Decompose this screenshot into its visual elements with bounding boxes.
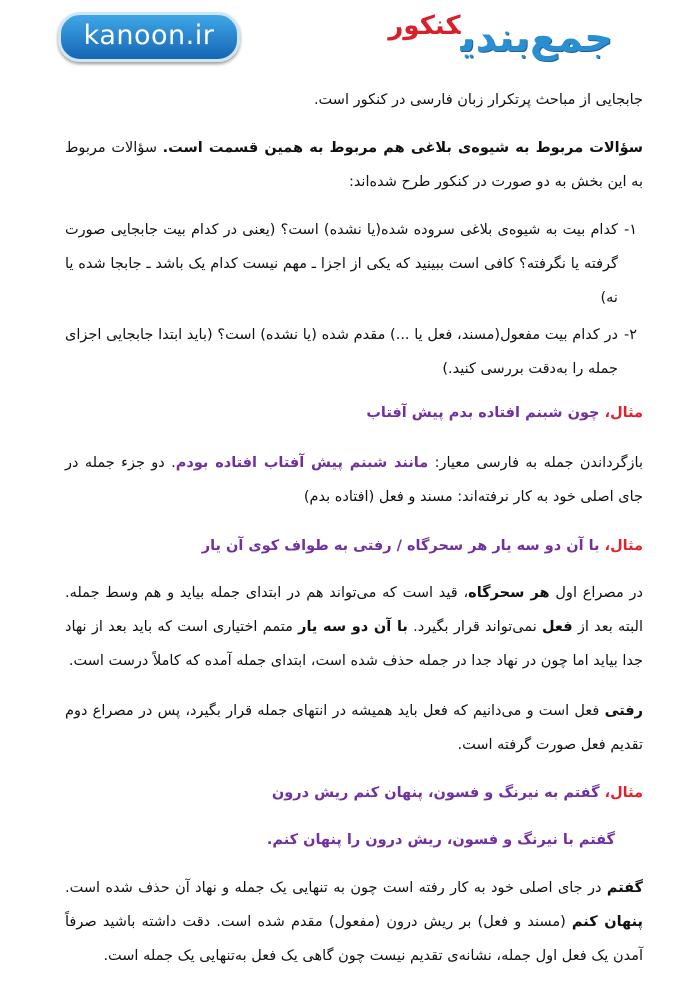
example-1-explanation: [65, 446, 643, 514]
intro-paragraph: جابجایی از مباحث پرتکرار زبان فارسی در کنکور است.: [313, 92, 643, 108]
example-1: [65, 396, 643, 430]
text: نمی‌تواند قرار بگیرد.: [407, 619, 542, 635]
example-3-explanation: [65, 871, 643, 973]
bold-text: گفتم: [606, 880, 643, 896]
list-number: ۲-: [623, 327, 637, 343]
list-text: کدام بیت به شیوه‌ی بلاغی سروده شده(یا نشده) است؟ (یعنی در کدام بیت جابجایی صورت گرفته یا نگرفته؟ کافی است ببینید که یکی از اجزا ـ مهم نیست کدام یک باشد ـ جابجا شده یا نه): [65, 222, 618, 306]
list-item: [65, 318, 637, 386]
example-label: مثال،: [604, 538, 643, 554]
jambandi-konkur-logo: [388, 8, 613, 68]
text: سؤالات مربوط به این بخش به دو صورت در کنکور طرح شده‌اند:: [65, 140, 643, 190]
bold-text: هر سحرگاه: [468, 585, 550, 601]
logo-main-text: جمع‌بندی: [460, 15, 613, 61]
text: . دو جزء جمله در جای اصلی خود به کار نرفته‌اند: مسند و فعل (افتاده بدم): [65, 455, 643, 505]
example-2: [65, 529, 643, 563]
questions-paragraph: [65, 131, 643, 199]
example-label: مثال،: [604, 785, 643, 801]
bold-text: پنهان کنم: [571, 914, 643, 930]
kanoon-logo: kanoon.ir: [58, 12, 240, 62]
verb-paragraph: [65, 694, 643, 762]
bold-text: فعل: [541, 619, 573, 635]
text: فعل است و می‌دانیم که فعل باید همیشه در انتهای جمله قرار بگیرد، پس در مصراع دوم تقدیم فعل صورت گرفته است.: [65, 703, 643, 753]
text: (مسند و فعل) بر ریش درون (مفعول) مقدم شده است. دقت داشته باشید صرفاً آمدن یک فعل اول جمله، نشانه‌ی تقدیم نیست چون گاهی یک فعل به‌تنهایی یک جمله است.: [65, 914, 643, 964]
example-3: [65, 776, 643, 810]
bold-text: رفتی: [604, 703, 643, 719]
text: در جای اصلی خود به کار رفته است چون به تنهایی یک جمله و نهاد آن حذف شده است.: [65, 880, 607, 896]
highlight-text: مانند شبنم پیش آفتاب افتاده بودم: [175, 455, 429, 471]
text: بازگرداندن جمله به فارسی معیار:: [428, 455, 644, 471]
example-text: گفتم به نیرنگ و فسون، پنهان کنم ریش درون: [271, 785, 605, 801]
example-text: با آن دو سه یار هر سحرگاه / رفتی به طواف کوی آن یار: [201, 538, 605, 554]
example-label: مثال،: [604, 405, 643, 421]
list-text: در کدام بیت مفعول(مسند، فعل یا ...) مقدم شده (یا نشده) است؟ (باید ابتدا جابجایی اجزای جمله را به‌دقت بررسی کنید.): [65, 327, 618, 377]
text: در مصراع اول: [549, 585, 643, 601]
list-item: [65, 213, 637, 315]
example-text: چون شبنم افتاده بدم پیش آفتاب: [366, 405, 605, 421]
list-number: ۱-: [623, 222, 637, 238]
example-3-rewrite: گفتم با نیرنگ و فسون، ریش درون را پنهان کنم.: [266, 832, 615, 848]
bold-text: با آن دو سه یار: [298, 619, 408, 635]
logo-sub-text: کنکور: [388, 11, 461, 41]
text: متمم اختیاری است که باید بعد از نهاد جدا بیاید اما چون در نهاد جدا در جمله حذف شده است، ابتدای جمله آمده که کاملاً درست است.: [65, 619, 643, 669]
bold-text: سؤالات مربوط به شیوه‌ی بلاغی هم مربوط به همین قسمت است.: [162, 140, 643, 156]
example-2-explanation: [65, 576, 643, 678]
text: ، قید است که می‌تواند هم در ابتدای جمله بیاید و هم وسط جمله. البته بعد از: [65, 585, 643, 635]
